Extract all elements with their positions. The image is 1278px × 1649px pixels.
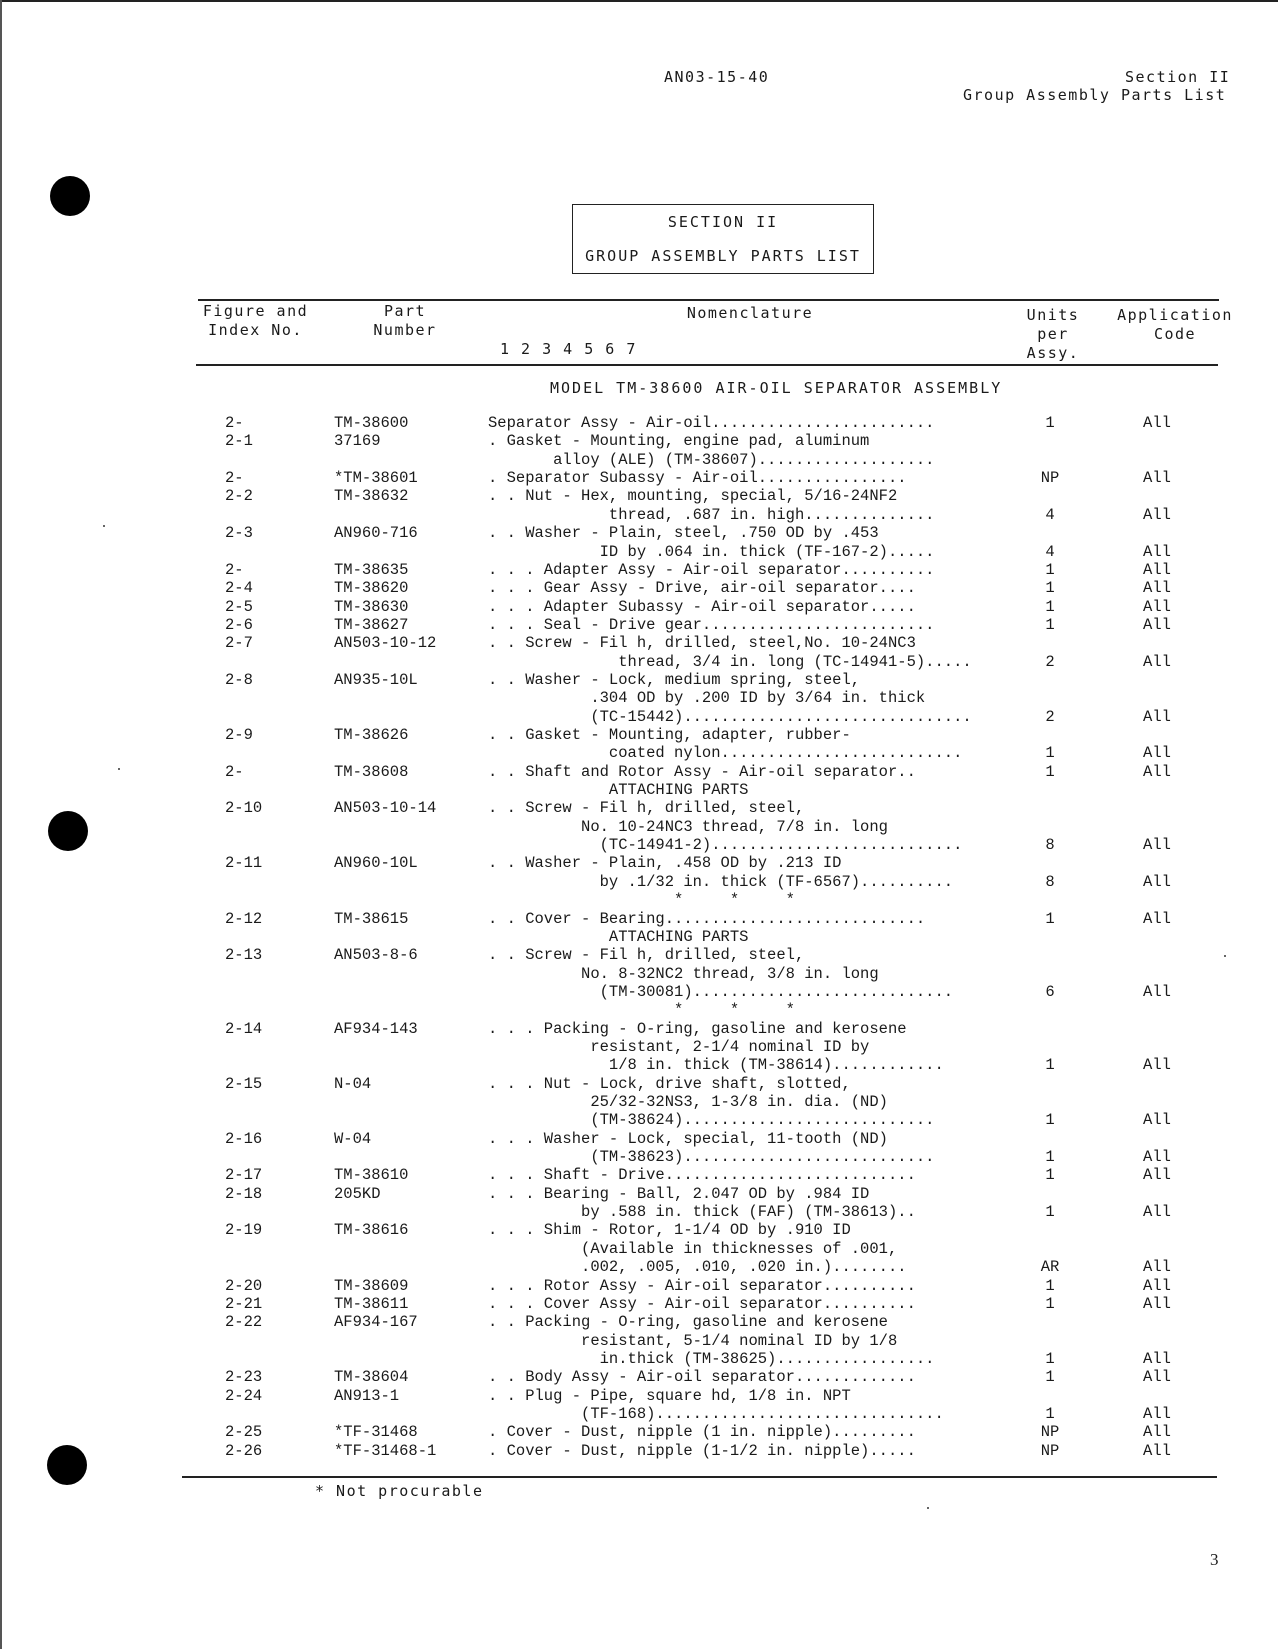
parts-row bbox=[0, 781, 1278, 800]
part-number: AN960-716 bbox=[334, 524, 418, 543]
parts-row bbox=[0, 469, 1278, 488]
application-code: All bbox=[1143, 872, 1171, 891]
nomenclature: * * * bbox=[488, 891, 795, 910]
units-per-assy: 8 bbox=[1045, 872, 1055, 891]
parts-row bbox=[0, 1405, 1278, 1424]
part-number: AF934-143 bbox=[334, 1019, 418, 1038]
part-number: *TF-31468 bbox=[334, 1423, 418, 1442]
units-per-assy: NP bbox=[1040, 469, 1060, 488]
parts-row bbox=[0, 799, 1278, 818]
application-code: All bbox=[1143, 909, 1171, 928]
parts-row bbox=[0, 1221, 1278, 1240]
part-number: AN503-10-14 bbox=[334, 799, 437, 818]
application-code: All bbox=[1143, 1203, 1171, 1222]
doc-number: AN03-15-40 bbox=[664, 68, 770, 86]
units-per-assy: 1 bbox=[1045, 744, 1055, 763]
section-subtitle: Group Assembly Parts List bbox=[963, 86, 1227, 104]
nomenclature: ATTACHING PARTS bbox=[488, 781, 749, 799]
parts-row bbox=[0, 726, 1278, 745]
part-number: TM-38626 bbox=[334, 726, 409, 744]
parts-row bbox=[0, 891, 1278, 910]
parts-row bbox=[0, 836, 1278, 855]
scan-speck bbox=[1224, 955, 1226, 957]
part-number: *TF-31468-1 bbox=[334, 1441, 437, 1460]
figure-index: 2- bbox=[225, 762, 244, 781]
nomenclature: No. 8-32NC2 thread, 3/8 in. long bbox=[488, 964, 879, 983]
parts-row bbox=[0, 910, 1278, 929]
nomenclature: alloy (ALE) (TM-38607)................... bbox=[488, 450, 935, 469]
application-code: All bbox=[1143, 1148, 1171, 1166]
parts-row bbox=[0, 653, 1278, 672]
units-per-assy: 1 bbox=[1045, 1111, 1055, 1130]
units-per-assy: NP bbox=[1040, 1441, 1060, 1460]
parts-row bbox=[0, 1277, 1278, 1296]
application-code: All bbox=[1143, 982, 1171, 1001]
parts-row bbox=[0, 928, 1278, 947]
figure-index: 2-18 bbox=[225, 1184, 263, 1203]
nomenclature: 1/8 in. thick (TM-38614)............ bbox=[488, 1056, 944, 1075]
nomenclature: . . Washer - Plain, .458 OD by .213 ID bbox=[488, 854, 842, 873]
nomenclature: resistant, 2-1/4 nominal ID by bbox=[488, 1037, 870, 1056]
parts-row bbox=[0, 763, 1278, 782]
col-header-figure: Figure and Index No. bbox=[202, 302, 309, 339]
application-code: All bbox=[1143, 469, 1171, 488]
parts-row bbox=[0, 983, 1278, 1002]
part-number: AN503-8-6 bbox=[334, 946, 418, 965]
parts-row bbox=[0, 1258, 1278, 1277]
nomenclature: . . . Adapter Subassy - Air-oil separator..... bbox=[488, 597, 916, 616]
figure-index: 2-23 bbox=[225, 1368, 263, 1387]
nomenclature: (TM-38624)........................... bbox=[488, 1111, 935, 1130]
scan-speck bbox=[118, 768, 120, 770]
part-number: TM-38632 bbox=[334, 487, 409, 506]
nomenclature: No. 10-24NC3 thread, 7/8 in. long bbox=[488, 817, 888, 836]
nomenclature: 25/32-32NS3, 1-3/8 in. dia. (ND) bbox=[488, 1093, 888, 1111]
application-code: All bbox=[1143, 1056, 1171, 1075]
parts-row bbox=[0, 1332, 1278, 1351]
parts-row bbox=[0, 965, 1278, 984]
col-header-part: Part Number bbox=[373, 302, 437, 339]
figure-index: 2- bbox=[225, 414, 244, 432]
application-code: All bbox=[1143, 836, 1171, 854]
units-per-assy: 6 bbox=[1045, 982, 1055, 1001]
parts-row bbox=[0, 1368, 1278, 1387]
figure-index: 2-1 bbox=[225, 432, 253, 451]
parts-row bbox=[0, 1056, 1278, 1075]
part-number: TM-38615 bbox=[334, 909, 409, 928]
nomenclature: . Gasket - Mounting, engine pad, aluminum bbox=[488, 432, 870, 451]
units-per-assy: 1 bbox=[1045, 1276, 1055, 1295]
part-number: TM-38616 bbox=[334, 1221, 409, 1240]
part-number: AN503-10-12 bbox=[334, 634, 437, 653]
figure-index: 2-10 bbox=[225, 799, 263, 818]
application-code: All bbox=[1143, 597, 1171, 616]
units-per-assy: 1 bbox=[1045, 1349, 1055, 1368]
application-code: All bbox=[1143, 1423, 1171, 1442]
figure-index: 2-4 bbox=[225, 579, 253, 598]
nomenclature: . . . Cover Assy - Air-oil separator.......... bbox=[488, 1294, 916, 1313]
parts-row bbox=[0, 946, 1278, 965]
nomenclature: . . Nut - Hex, mounting, special, 5/16-24NF2 bbox=[488, 487, 898, 506]
figure-index: 2-20 bbox=[225, 1276, 263, 1295]
nomenclature: . . . Packing - O-ring, gasoline and kerosene bbox=[488, 1019, 907, 1038]
units-per-assy: 1 bbox=[1045, 615, 1055, 634]
parts-row bbox=[0, 854, 1278, 873]
nomenclature: ID by .064 in. thick (TF-167-2)..... bbox=[488, 542, 935, 561]
nomenclature: (TC-14941-2)........................... bbox=[488, 836, 963, 854]
part-number: AN960-10L bbox=[334, 854, 418, 873]
nomenclature: . . . Rotor Assy - Air-oil separator.......... bbox=[488, 1276, 916, 1295]
part-number: TM-38608 bbox=[334, 762, 409, 781]
units-per-assy: 1 bbox=[1045, 762, 1055, 781]
units-per-assy: 1 bbox=[1045, 579, 1055, 598]
parts-row bbox=[0, 1001, 1278, 1020]
nomenclature: .304 OD by .200 ID by 3/64 in. thick bbox=[488, 689, 926, 708]
part-number: AN935-10L bbox=[334, 670, 418, 689]
units-per-assy: 1 bbox=[1045, 1148, 1055, 1166]
part-number: 37169 bbox=[334, 432, 381, 451]
parts-row bbox=[0, 616, 1278, 635]
parts-row bbox=[0, 1350, 1278, 1369]
nomenclature: . . Cover - Bearing............................ bbox=[488, 909, 926, 928]
nomenclature: . . Screw - Fil h, drilled, steel, bbox=[488, 799, 805, 818]
figure-index: 2-3 bbox=[225, 524, 253, 543]
application-code: All bbox=[1143, 560, 1171, 579]
application-code: All bbox=[1143, 1111, 1171, 1130]
figure-index: 2-8 bbox=[225, 670, 253, 689]
units-per-assy: 1 bbox=[1045, 909, 1055, 928]
nomenclature: . . . Bearing - Ball, 2.047 OD by .984 ID bbox=[488, 1184, 870, 1203]
part-number: TM-38630 bbox=[334, 597, 409, 616]
parts-row bbox=[0, 1020, 1278, 1039]
units-per-assy: 1 bbox=[1045, 1404, 1055, 1423]
section-label: Section II bbox=[1125, 68, 1231, 86]
nomenclature: by .1/32 in. thick (TF-6567).......... bbox=[488, 872, 954, 891]
part-number: AN913-1 bbox=[334, 1386, 400, 1405]
title-box-line2: GROUP ASSEMBLY PARTS LIST bbox=[585, 247, 861, 265]
units-per-assy: 4 bbox=[1045, 505, 1055, 524]
application-code: All bbox=[1143, 707, 1171, 726]
nomenclature: . . Plug - Pipe, square hd, 1/8 in. NPT bbox=[488, 1386, 851, 1405]
figure-index: 2-9 bbox=[225, 726, 253, 744]
figure-index: 2-17 bbox=[225, 1166, 263, 1185]
figure-index: 2-26 bbox=[225, 1441, 263, 1460]
part-number: TM-38611 bbox=[334, 1294, 409, 1313]
part-number: N-04 bbox=[334, 1074, 372, 1093]
units-per-assy: 1 bbox=[1045, 1056, 1055, 1075]
col-header-application: Application Code bbox=[1117, 306, 1233, 343]
application-code: All bbox=[1143, 1258, 1171, 1277]
part-number: W-04 bbox=[334, 1129, 372, 1148]
parts-row bbox=[0, 1130, 1278, 1149]
part-number: TM-38627 bbox=[334, 615, 409, 634]
part-number: TM-38600 bbox=[334, 414, 409, 432]
application-code: All bbox=[1143, 1294, 1171, 1313]
nomenclature: .002, .005, .010, .020 in.)........ bbox=[488, 1258, 907, 1277]
parts-row bbox=[0, 579, 1278, 598]
part-number: *TM-38601 bbox=[334, 469, 418, 488]
nomenclature: . . . Nut - Lock, drive shaft, slotted, bbox=[488, 1074, 851, 1093]
application-code: All bbox=[1143, 744, 1171, 763]
application-code: All bbox=[1143, 762, 1171, 781]
figure-index: 2-16 bbox=[225, 1129, 263, 1148]
application-code: All bbox=[1143, 1404, 1171, 1423]
parts-row bbox=[0, 1313, 1278, 1332]
nomenclature: ATTACHING PARTS bbox=[488, 927, 749, 946]
application-code: All bbox=[1143, 1276, 1171, 1295]
nomenclature: . . . Gear Assy - Drive, air-oil separator.... bbox=[488, 579, 916, 598]
scan-speck bbox=[927, 1507, 929, 1509]
units-per-assy: NP bbox=[1040, 1423, 1060, 1442]
parts-row bbox=[0, 1148, 1278, 1167]
application-code: All bbox=[1143, 579, 1171, 598]
figure-index: 2-25 bbox=[225, 1423, 263, 1442]
footnote: * Not procurable bbox=[315, 1482, 484, 1500]
nomenclature: thread, 3/4 in. long (TC-14941-5)..... bbox=[488, 652, 972, 671]
page-number: 3 bbox=[1210, 1550, 1219, 1569]
nomenclature: . . . Adapter Assy - Air-oil separator.......... bbox=[488, 560, 935, 579]
nomenclature: . . Body Assy - Air-oil separator............. bbox=[488, 1368, 916, 1387]
units-per-assy: 1 bbox=[1045, 1203, 1055, 1222]
nomenclature: . Cover - Dust, nipple (1 in. nipple)......... bbox=[488, 1423, 916, 1442]
figure-index: 2-14 bbox=[225, 1019, 263, 1038]
part-number: 205KD bbox=[334, 1184, 381, 1203]
figure-index: 2-15 bbox=[225, 1074, 263, 1093]
parts-row bbox=[0, 689, 1278, 708]
nomenclature: . . Shaft and Rotor Assy - Air-oil separator.. bbox=[488, 762, 916, 781]
parts-row bbox=[0, 1093, 1278, 1112]
figure-index: 2-6 bbox=[225, 615, 253, 634]
col-header-nomenclature: Nomenclature bbox=[686, 304, 814, 322]
figure-index: 2-12 bbox=[225, 909, 263, 928]
units-per-assy: AR bbox=[1040, 1258, 1060, 1277]
units-per-assy: 2 bbox=[1045, 652, 1055, 671]
nomenclature: (TC-15442)............................... bbox=[488, 707, 972, 726]
nomenclature: (Available in thicknesses of .001, bbox=[488, 1239, 898, 1258]
units-per-assy: 2 bbox=[1045, 707, 1055, 726]
figure-index: 2-11 bbox=[225, 854, 263, 873]
parts-row bbox=[0, 561, 1278, 580]
parts-row bbox=[0, 524, 1278, 543]
application-code: All bbox=[1143, 1441, 1171, 1460]
parts-row bbox=[0, 744, 1278, 763]
part-number: AF934-167 bbox=[334, 1313, 418, 1332]
part-number: TM-38620 bbox=[334, 579, 409, 598]
figure-index: 2-24 bbox=[225, 1386, 263, 1405]
units-per-assy: 4 bbox=[1045, 542, 1055, 561]
parts-row bbox=[0, 1423, 1278, 1442]
nomenclature: . . Packing - O-ring, gasoline and kerosene bbox=[488, 1313, 888, 1332]
application-code: All bbox=[1143, 652, 1171, 671]
application-code: All bbox=[1143, 542, 1171, 561]
nomenclature: (TF-168)............................... bbox=[488, 1404, 944, 1423]
units-per-assy: 1 bbox=[1045, 1294, 1055, 1313]
application-code: All bbox=[1143, 1166, 1171, 1185]
parts-row bbox=[0, 1387, 1278, 1406]
parts-row bbox=[0, 818, 1278, 837]
parts-row bbox=[0, 414, 1278, 433]
parts-row bbox=[0, 1203, 1278, 1222]
nomenclature: . . . Washer - Lock, special, 11-tooth (ND) bbox=[488, 1129, 888, 1148]
units-per-assy: 1 bbox=[1045, 414, 1055, 432]
nomenclature: . Cover - Dust, nipple (1-1/2 in. nipple)..... bbox=[488, 1441, 916, 1460]
nomenclature: . . Screw - Fil h, drilled, steel,No. 10-24NC3 bbox=[488, 634, 916, 653]
parts-row bbox=[0, 1038, 1278, 1057]
parts-row bbox=[0, 1166, 1278, 1185]
col-header-indent-levels: 1 2 3 4 5 6 7 bbox=[500, 340, 637, 358]
application-code: All bbox=[1143, 1349, 1171, 1368]
figure-index: 2- bbox=[225, 560, 244, 579]
nomenclature: . . Screw - Fil h, drilled, steel, bbox=[488, 946, 805, 965]
title-box-line1: SECTION II bbox=[667, 213, 779, 231]
nomenclature: . . Gasket - Mounting, adapter, rubber- bbox=[488, 726, 851, 744]
parts-row bbox=[0, 1295, 1278, 1314]
parts-row bbox=[0, 1075, 1278, 1094]
nomenclature: . . . Shaft - Drive........................... bbox=[488, 1166, 916, 1185]
parts-row bbox=[0, 432, 1278, 451]
nomenclature: . . . Seal - Drive gear......................... bbox=[488, 615, 935, 634]
parts-row bbox=[0, 1442, 1278, 1461]
nomenclature: . Separator Subassy - Air-oil................ bbox=[488, 469, 907, 488]
nomenclature: Separator Assy - Air-oil........................ bbox=[488, 414, 935, 432]
figure-index: 2-13 bbox=[225, 946, 263, 965]
units-per-assy: 1 bbox=[1045, 1166, 1055, 1185]
footer-rule bbox=[182, 1476, 1217, 1478]
parts-row bbox=[0, 487, 1278, 506]
nomenclature: in.thick (TM-38625)................. bbox=[488, 1349, 935, 1368]
application-code: All bbox=[1143, 414, 1171, 432]
nomenclature: (TM-38623)........................... bbox=[488, 1148, 935, 1166]
units-per-assy: 1 bbox=[1045, 1368, 1055, 1387]
figure-index: 2-7 bbox=[225, 634, 253, 653]
model-title: MODEL TM-38600 AIR-OIL SEPARATOR ASSEMBLY bbox=[550, 379, 1003, 397]
parts-row bbox=[0, 708, 1278, 727]
application-code: All bbox=[1143, 1368, 1171, 1387]
parts-row bbox=[0, 543, 1278, 562]
application-code: All bbox=[1143, 505, 1171, 524]
part-number: TM-38635 bbox=[334, 560, 409, 579]
parts-row bbox=[0, 873, 1278, 892]
nomenclature: * * * bbox=[488, 1001, 795, 1020]
col-header-units: Units per Assy. bbox=[1026, 306, 1080, 362]
units-per-assy: 1 bbox=[1045, 560, 1055, 579]
nomenclature: coated nylon.......................... bbox=[488, 744, 963, 763]
nomenclature: thread, .687 in. high.............. bbox=[488, 505, 935, 524]
nomenclature: . . Washer - Plain, steel, .750 OD by .453 bbox=[488, 524, 879, 543]
scan-speck bbox=[103, 525, 105, 527]
part-number: TM-38609 bbox=[334, 1276, 409, 1295]
figure-index: 2- bbox=[225, 469, 244, 488]
parts-row bbox=[0, 1240, 1278, 1259]
units-per-assy: 1 bbox=[1045, 597, 1055, 616]
parts-row bbox=[0, 671, 1278, 690]
parts-row bbox=[0, 451, 1278, 470]
parts-row bbox=[0, 1185, 1278, 1204]
part-number: TM-38610 bbox=[334, 1166, 409, 1185]
nomenclature: (TM-30081)............................ bbox=[488, 982, 954, 1001]
parts-row bbox=[0, 634, 1278, 653]
parts-row bbox=[0, 598, 1278, 617]
figure-index: 2-2 bbox=[225, 487, 253, 506]
nomenclature: . . Washer - Lock, medium spring, steel, bbox=[488, 670, 861, 689]
nomenclature: resistant, 5-1/4 nominal ID by 1/8 bbox=[488, 1331, 898, 1350]
parts-row bbox=[0, 1111, 1278, 1130]
nomenclature: . . . Shim - Rotor, 1-1/4 OD by .910 ID bbox=[488, 1221, 851, 1240]
part-number: TM-38604 bbox=[334, 1368, 409, 1387]
figure-index: 2-22 bbox=[225, 1313, 263, 1332]
application-code: All bbox=[1143, 615, 1171, 634]
units-per-assy: 8 bbox=[1045, 836, 1055, 854]
figure-index: 2-19 bbox=[225, 1221, 263, 1240]
figure-index: 2-5 bbox=[225, 597, 253, 616]
figure-index: 2-21 bbox=[225, 1294, 263, 1313]
parts-row bbox=[0, 506, 1278, 525]
nomenclature: by .588 in. thick (FAF) (TM-38613).. bbox=[488, 1203, 916, 1222]
